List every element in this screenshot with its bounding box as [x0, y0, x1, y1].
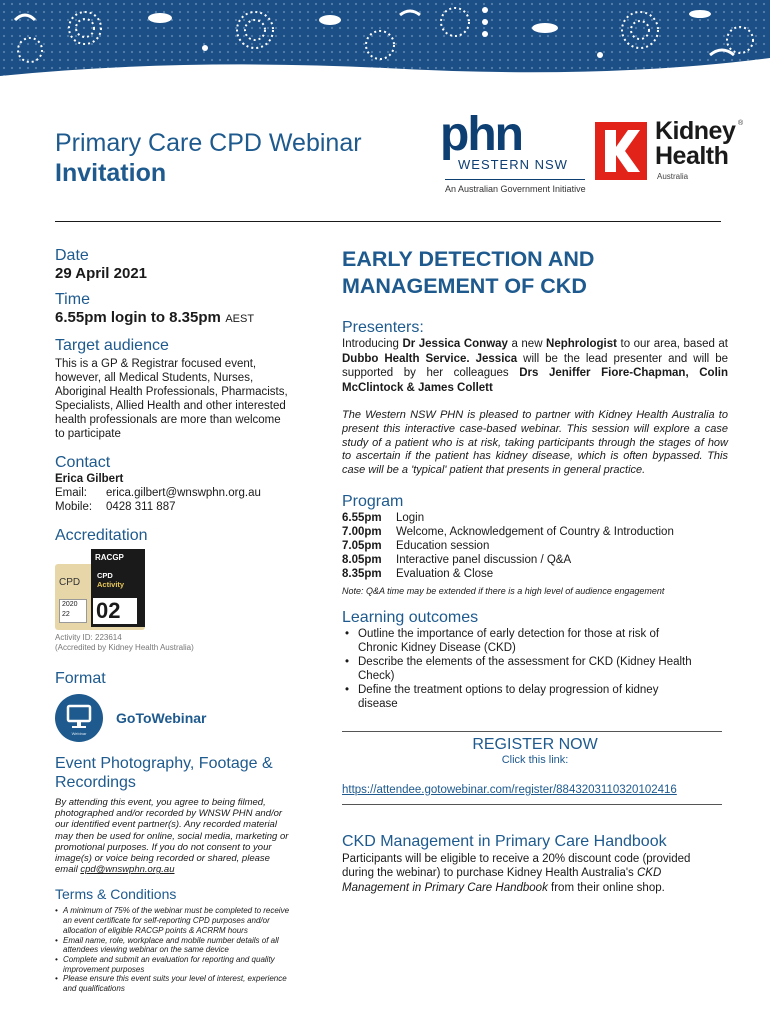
- badge-year-2: 22: [62, 611, 70, 618]
- program-row: 8.35pm Evaluation & Close: [342, 567, 494, 580]
- target-audience-label: Target audience: [55, 337, 169, 354]
- target-audience-text: This is a GP & Registrar focused event, however, all Medical Students, Nurses, Aboriginal Health Professionals, Pharmacists, Specialists, Allied Health and other interested health professionals are more than welcome to participate: [55, 358, 288, 440]
- outcome-item: • Describe the elements of the assessment for CKD (Kidney Health Check): [345, 655, 692, 682]
- contact-mobile-row: [55, 500, 295, 514]
- badge-cpd-right: CPD: [97, 571, 113, 580]
- phn-logo-word: phn: [440, 108, 522, 161]
- format-label: Format: [55, 670, 106, 687]
- badge-year-1: 2020: [62, 601, 78, 608]
- contact-name: Erica Gilbert: [55, 473, 124, 485]
- outcomes-list: [342, 627, 728, 711]
- phn-western-nsw-logo: [440, 108, 590, 202]
- time-row: [55, 309, 295, 327]
- program-row: 7.05pm Education session: [342, 539, 490, 552]
- webinar-icon-caption: Webinar: [71, 731, 87, 736]
- badge-cpd-left: CPD: [59, 577, 81, 588]
- outcome-item: • Define the treatment options to delay progression of kidney disease: [345, 683, 659, 710]
- photography-label: Event Photography, Footage & Recordings: [55, 755, 273, 791]
- terms-list: [55, 906, 295, 993]
- title-line-1: Primary Care CPD Webinar: [55, 129, 362, 157]
- webinar-monitor-icon: [55, 694, 103, 742]
- presenters-text: Introducing Dr Jessica Conway a new Nephrologist to our area, based at Dubbo Health Service. Jessica will be the lead presenter and will be supported by her colleagues Drs Jeniffer Fiore-Chapman, Colin McClintock & James Collett: [342, 338, 728, 394]
- program-list: [342, 511, 728, 581]
- handbook-heading: CKD Management in Primary Care Handbook: [342, 832, 667, 850]
- racgp-cpd-badge: [55, 549, 145, 631]
- presenter-name: Dr Jessica Conway: [402, 338, 508, 350]
- mobile-label: Mobile:: [55, 501, 93, 513]
- time-label: Time: [55, 291, 90, 308]
- handbook-text: Participants will be eligible to receive a 20% discount code (provided during the webinar) to purchase Kidney Health Australia's CKD Management in Primary Care Handbook from their online shop.: [342, 852, 691, 894]
- badge-activity: Activity: [97, 580, 125, 589]
- program-row: 7.00pm Welcome, Acknowledgement of Country & Introduction: [342, 525, 674, 538]
- kidney-health-mark-icon: [595, 122, 647, 180]
- handbook-title: CKD Management in Primary Care Handbook: [342, 867, 662, 894]
- right-column: [342, 246, 728, 895]
- learning-outcomes-label: Learning outcomes: [342, 608, 479, 626]
- program-label: Program: [342, 492, 404, 510]
- page-title: [55, 128, 362, 188]
- aboriginal-artwork-banner: [0, 0, 770, 80]
- accreditation-label: Accreditation: [55, 527, 148, 544]
- date-label: Date: [55, 247, 89, 264]
- time-value: 6.55pm login to 8.35pm: [55, 309, 221, 326]
- phn-logo-tagline: An Australian Government Initiative: [445, 184, 586, 194]
- badge-year-box: [59, 599, 87, 623]
- terms-label: Terms & Conditions: [55, 886, 177, 903]
- session-intro: The Western NSW PHN is pleased to partner with Kidney Health Australia to present this interactive case-based webinar. This session will explore a case study of a patient who is at risk, taking participants through the stages of how to ascertain if the patient has kidney disease, which is often bypassed. This case will be a 'typical' patient that presents in general practice.: [342, 409, 728, 477]
- cpd-badge-wrap: [55, 549, 295, 633]
- header-banner: [0, 0, 770, 80]
- register-divider-top: [342, 731, 722, 732]
- activity-id: Activity ID: 223614: [55, 633, 122, 642]
- kidney-health-word-1: Kidney: [655, 117, 736, 145]
- terms-item: • Please ensure this event suits your level of interest, experience and qualifications: [55, 974, 287, 994]
- format-value: GoToWebinar: [116, 710, 207, 726]
- terms-item: • A minimum of 75% of the webinar must be completed to receive an event certificate for self-reporting CPD purposes and/or allocation of eligible RACGP points & ACRRM hours: [55, 906, 290, 935]
- program-row: 6.55pm Login: [342, 511, 425, 524]
- phn-logo-divider: [445, 179, 585, 180]
- supporting-presenters: Drs Jeniffer Fiore-Chapman, Colin McClintock & James Collett: [342, 367, 728, 394]
- format-row: [55, 694, 295, 742]
- badge-points-word: points: [125, 607, 131, 621]
- badge-racgp: RACGP: [95, 553, 124, 562]
- badge-points: 02: [96, 598, 121, 623]
- email-value[interactable]: erica.gilbert@wnswphn.org.au: [106, 487, 261, 499]
- kidney-health-word-2: Health: [655, 142, 729, 170]
- terms-item: • Complete and submit an evaluation for reporting and quality improvement purposes: [55, 954, 275, 974]
- main-heading: EARLY DETECTION AND MANAGEMENT OF CKD: [342, 247, 595, 298]
- register-now-heading: REGISTER NOW: [472, 735, 598, 753]
- header-divider: [55, 221, 721, 222]
- presenters-label: Presenters:: [342, 319, 424, 336]
- program-row: 8.05pm Interactive panel discussion / Q&A: [342, 553, 572, 566]
- photography-text-body: By attending this event, you agree to being filmed, photographed and/or recorded by WNSW PHN and/or our identified event partner(s). Any recorded material may then be used for online, social media, marketing or promotional purposes. If you do not consent to your image(s) or voice being recorded or shared, please email: [55, 797, 289, 876]
- photography-text: [55, 797, 295, 875]
- contact-email-row: [55, 486, 295, 500]
- email-label: Email:: [55, 487, 87, 499]
- registered-mark: ®: [738, 120, 744, 127]
- terms-item: • Email name, role, workplace and mobile number details of all attendees viewing webinar on the same device: [55, 935, 279, 955]
- left-column: [55, 246, 295, 994]
- register-link[interactable]: https://attendee.gotowebinar.com/register/8843203110320102416: [342, 783, 677, 796]
- date-value: 29 April 2021: [55, 265, 147, 282]
- register-divider-bottom: [342, 804, 722, 805]
- kidney-health-word-3: Australia: [657, 172, 689, 181]
- contact-label: Contact: [55, 454, 111, 471]
- click-link-label: Click this link:: [501, 753, 569, 766]
- time-zone: AEST: [225, 313, 255, 325]
- kidney-health-logo: [595, 118, 745, 188]
- photography-email-link[interactable]: cpd@wnswphn.org.au: [80, 864, 175, 876]
- mobile-value: 0428 311 887: [106, 501, 176, 513]
- program-note: Note: Q&A time may be extended if there is a high level of audience engagement: [342, 585, 665, 596]
- outcome-item: • Outline the importance of early detection for those at risk of Chronic Kidney Disease (CKD): [345, 627, 660, 654]
- phn-logo-subtitle: WESTERN NSW: [458, 157, 568, 172]
- title-line-2: Invitation: [55, 159, 167, 187]
- accredited-by: (Accredited by Kidney Health Australia): [55, 643, 194, 652]
